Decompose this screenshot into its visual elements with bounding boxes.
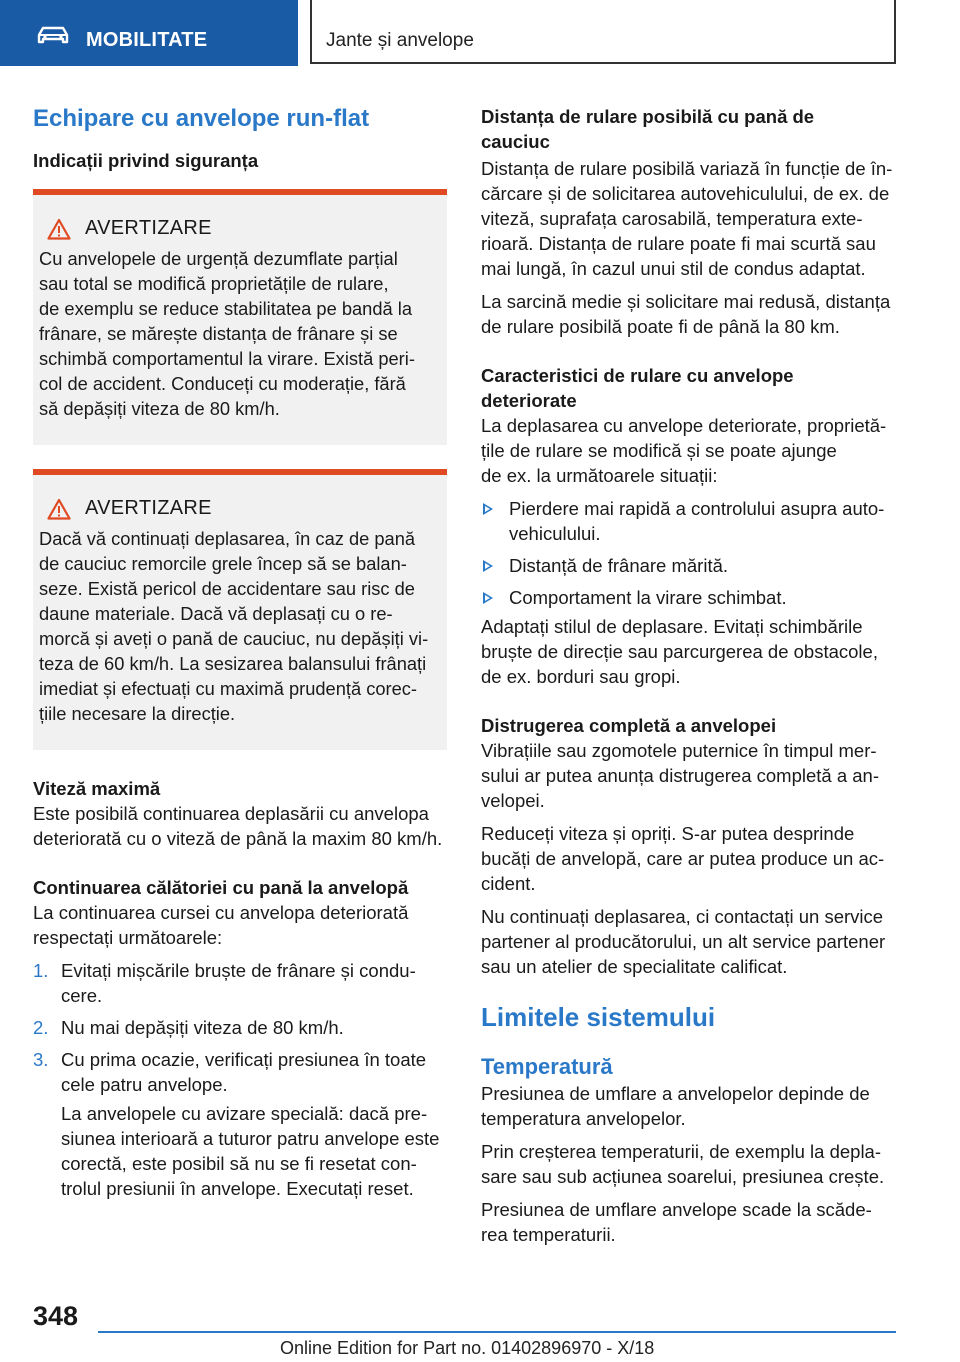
chapter-title: Jante și anvelope xyxy=(326,30,474,51)
destruction-text-1 xyxy=(481,738,897,813)
characteristics-bullets xyxy=(481,496,897,610)
destruction-heading: Distrugerea completă a anvelopei xyxy=(481,715,777,736)
destruction-line: Reduceți viteza și opriți. S-ar putea desprinde xyxy=(481,823,855,844)
warning1-line: col de accident. Conduceți cu moderație, fără xyxy=(39,373,406,394)
bullet-line: Comportament la virare schimbat. xyxy=(509,587,787,608)
section-label: MOBILITATE xyxy=(86,29,208,51)
distance-heading-line: cauciuc xyxy=(481,131,550,152)
list-line: cele patru anvelope. xyxy=(61,1074,228,1095)
distance-heading xyxy=(481,104,897,154)
max-speed-line: Este posibilă continuarea deplasării cu anvelopa xyxy=(33,803,429,824)
characteristics-line: țile de rulare se modifică și se poate ajunge xyxy=(481,440,837,461)
warning-title-text-1: AVERTIZARE xyxy=(85,217,212,239)
bullet-triangle-icon xyxy=(483,503,493,515)
warning-title-1 xyxy=(39,217,439,240)
section-title: Echipare cu anvelope run-flat xyxy=(33,105,370,132)
chapter-header xyxy=(312,0,896,64)
temperature-line: Prin creșterea temperaturii, de exemplu la depla- xyxy=(481,1141,881,1162)
distance-line: viteză, suprafața carosabilă, temperatura exte- xyxy=(481,208,863,229)
list-line: Cu prima ocazie, verificați presiunea în toate xyxy=(61,1049,427,1070)
characteristics-heading-line: deteriorate xyxy=(481,390,577,411)
list-line: Nu mai depășiți viteza de 80 km/h. xyxy=(61,1017,344,1038)
max-speed-text xyxy=(33,801,447,851)
warning2-line: teza de 60 km/h. La sesizarea balansului frânați xyxy=(39,653,427,674)
continue-steps-list xyxy=(33,958,447,1097)
temperature-heading: Temperatură xyxy=(481,1054,613,1079)
warning1-line: schimbă comportamentul la virare. Există peri- xyxy=(39,348,415,369)
bullet-line: Pierdere mai rapidă a controlului asupra auto- xyxy=(509,498,885,519)
destruction-text-3 xyxy=(481,904,897,979)
bullet-triangle-icon xyxy=(483,560,493,572)
characteristics-line: Adaptați stilul de deplasare. Evitați schimbările xyxy=(481,616,863,637)
distance-line: cărcare și de solicitarea autovehiculului, de ex. de xyxy=(481,183,890,204)
list-item xyxy=(33,958,447,1008)
characteristics-line: La deplasarea cu anvelope deteriorate, proprietă- xyxy=(481,415,887,436)
warning-title-2 xyxy=(39,497,439,520)
characteristics-line: de ex. borduri sau gropi. xyxy=(481,666,681,687)
destruction-line: sului ar putea anunța distrugerea completă a an- xyxy=(481,765,880,786)
bullet-item xyxy=(481,496,897,546)
temperature-text-2 xyxy=(481,1139,897,1189)
list-line: Evitați mișcările bruște de frânare și condu- xyxy=(61,960,416,981)
distance-line: La sarcină medie și solicitare mai redusă, distanța xyxy=(481,291,891,312)
destruction-line: sau un atelier de specialitate calificat. xyxy=(481,956,788,977)
bullet-line: Distanță de frânare mărită. xyxy=(509,555,729,576)
warning2-line: imediat și efectuați cu maximă prudență corec- xyxy=(39,678,417,699)
warning-triangle-icon xyxy=(47,218,71,240)
warning-text-1 xyxy=(39,246,439,421)
continue-line: respectați următoarele: xyxy=(33,927,223,948)
distance-line: Distanța de rulare posibilă variază în funcție de în- xyxy=(481,158,893,179)
extra-line: trolul presiunii în anvelope. Executați reset. xyxy=(61,1178,414,1199)
list-item xyxy=(33,1047,447,1097)
list-number: 3. xyxy=(33,1049,49,1070)
left-column xyxy=(33,100,447,1201)
destruction-line: Vibrațiile sau zgomotele puternice în timpul mer- xyxy=(481,740,877,761)
characteristics-line: de ex. la următoarele situații: xyxy=(481,465,718,486)
warning2-line: morcă și aveți o pană de cauciuc, nu depășiți vi- xyxy=(39,628,429,649)
warning2-line: daune materiale. Dacă vă deplasați cu o re- xyxy=(39,603,393,624)
temperature-line: Presiunea de umflare anvelope scade la scăde- xyxy=(481,1199,872,1220)
temperature-line: sare sau sub acțiunea soarelui, presiunea crește. xyxy=(481,1166,885,1187)
destruction-line: cident. xyxy=(481,873,536,894)
warning-box-2 xyxy=(33,469,447,750)
section-tab[interactable] xyxy=(0,0,298,66)
destruction-line: Nu continuați deplasarea, ci contactați un service xyxy=(481,906,884,927)
characteristics-line: bruște de direcție sau parcurgerea de obstacole, xyxy=(481,641,878,662)
extra-line: La anvelopele cu avizare specială: dacă pre- xyxy=(61,1103,428,1124)
bullet-item xyxy=(481,585,897,610)
warning1-line: să depășiți viteza de 80 km/h. xyxy=(39,398,280,419)
car-icon xyxy=(36,26,70,44)
warning2-line: Dacă vă continuați deplasarea, în caz de pană xyxy=(39,528,416,549)
destruction-line: bucăți de anvelopă, care ar putea produce un ac- xyxy=(481,848,885,869)
list-line: cere. xyxy=(61,985,103,1006)
temperature-text-1 xyxy=(481,1081,897,1131)
warning2-line: seze. Există pericol de accidentare sau risc de xyxy=(39,578,415,599)
warning2-line: țiile necesare la direcție. xyxy=(39,703,236,724)
limits-heading: Limitele sistemului xyxy=(481,1002,716,1032)
bullet-triangle-icon xyxy=(483,592,493,604)
warning1-line: Cu anvelopele de urgență dezumflate parțial xyxy=(39,248,398,269)
continue-extra xyxy=(33,1101,447,1201)
distance-line: de rulare posibilă poate fi de până la 80 km. xyxy=(481,316,840,337)
destruction-line: partener al producătorului, un alt service partener xyxy=(481,931,886,952)
characteristics-heading-line: Caracteristici de rulare cu anvelope xyxy=(481,365,794,386)
continue-heading: Continuarea călătoriei cu pană la anvelopă xyxy=(33,877,409,898)
page-number: 348 xyxy=(33,1301,79,1331)
list-item xyxy=(33,1015,447,1040)
warning-text-2 xyxy=(39,526,439,726)
list-number: 2. xyxy=(33,1017,49,1038)
list-number: 1. xyxy=(33,960,49,981)
destruction-text-2 xyxy=(481,821,897,896)
warning2-line: de cauciuc remorcile grele încep să se balan- xyxy=(39,553,407,574)
temperature-line: Presiunea de umflare a anvelopelor depinde de xyxy=(481,1083,870,1104)
safety-heading: Indicații privind siguranța xyxy=(33,150,259,171)
extra-line: corectă, este posibil să nu se fi resetat con- xyxy=(61,1153,417,1174)
distance-line: rioară. Distanța de rulare poate fi mai scurtă sau xyxy=(481,233,876,254)
continue-text xyxy=(33,900,447,950)
characteristics-text-1 xyxy=(481,413,897,488)
warning1-line: frânare, se mărește distanța de frânare și se xyxy=(39,323,398,344)
temperature-line: temperatura anvelopelor. xyxy=(481,1108,686,1129)
distance-heading-line: Distanța de rulare posibilă cu pană de xyxy=(481,106,815,127)
characteristics-text-2 xyxy=(481,614,897,689)
extra-line: siunea interioară a tuturor patru anvelope este xyxy=(61,1128,440,1149)
warning1-line: sau total se modifică proprietățile de rulare, xyxy=(39,273,389,294)
warning-title-text-2: AVERTIZARE xyxy=(85,497,212,519)
distance-line: mai lungă, în cazul unui stil de condus adaptat. xyxy=(481,258,866,279)
continue-line: La continuarea cursei cu anvelopa deteriorată xyxy=(33,902,409,923)
footer-rule xyxy=(98,1331,896,1333)
temperature-text-3 xyxy=(481,1197,897,1247)
bullet-line: vehiculului. xyxy=(509,523,601,544)
distance-text-1 xyxy=(481,156,897,281)
temperature-line: rea temperaturii. xyxy=(481,1224,616,1245)
footer-edition: Online Edition for Part no. 01402896970 - X/18 xyxy=(280,1338,655,1358)
warning1-line: de exemplu se reduce stabilitatea pe bandă la xyxy=(39,298,412,319)
destruction-line: velopei. xyxy=(481,790,545,811)
warning-triangle-icon xyxy=(47,498,71,520)
right-column xyxy=(481,104,897,1247)
max-speed-heading: Viteză maximă xyxy=(33,778,161,799)
max-speed-line: deteriorată cu o viteză de până la maxim 80 km/h. xyxy=(33,828,443,849)
warning-box-1 xyxy=(33,189,447,445)
characteristics-heading xyxy=(481,363,897,413)
distance-text-2 xyxy=(481,289,897,339)
bullet-item xyxy=(481,553,897,578)
